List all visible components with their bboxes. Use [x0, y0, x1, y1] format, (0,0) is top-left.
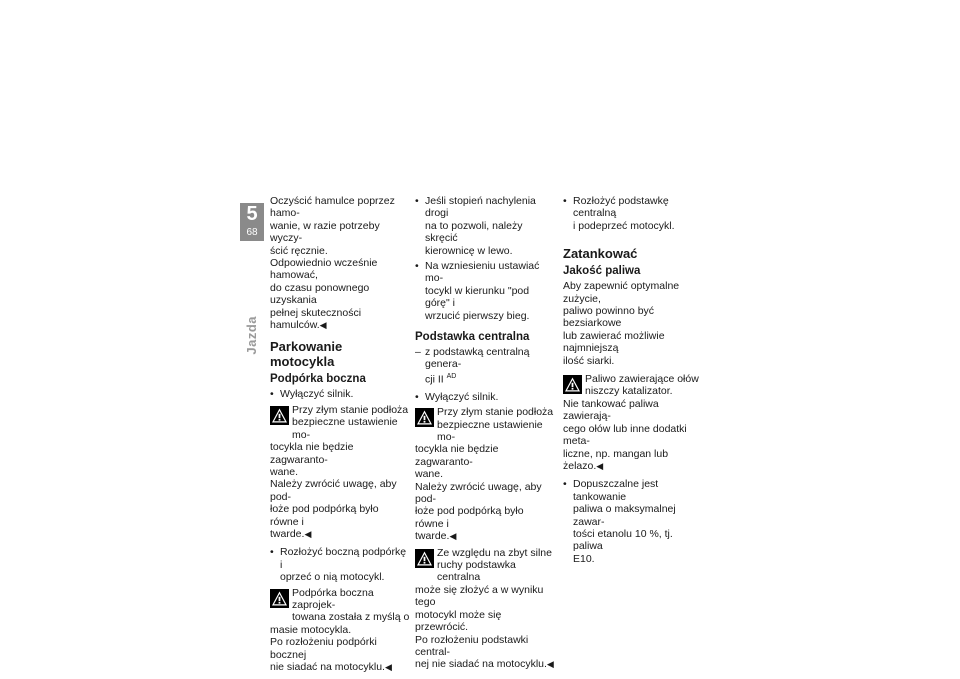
warning-block: Przy złym stanie podłoża bezpieczne ustawienie mo- tocykla nie będzie zagwaranto- wane. Należy zwrócić uwagę, aby pod- łoże pod podpórką było równe i twarde.◀ — [415, 406, 554, 543]
warning-block: Paliwo zawierające ołów niszczy katalizator. Nie tankować paliwa zawierają- cego ołów lub inne dodatki meta- liczne, np. mangan lub żelazo.◀ — [563, 373, 699, 472]
list-item: • Wyłączyć silnik. — [270, 388, 410, 400]
warning-triangle-icon — [270, 589, 289, 608]
column-3 — [563, 195, 703, 568]
list-item: • Rozłożyć boczną podpórkę i oprzeć o nią motocykl. — [270, 546, 410, 583]
heading-parking: Parkowanie motocykla — [270, 339, 343, 370]
column-2 — [415, 195, 555, 673]
warning-triangle-icon — [415, 549, 434, 568]
list-item: • Jeśli stopień nachylenia drogi na to pozwoli, należy skręcić kierownicę w lewo. — [415, 195, 555, 257]
fuel-paragraph: Aby zapewnić optymalne zużycie, paliwo powinno być bezsiarkowe lub zawierać możliwie najmniejszą ilość siarki. — [563, 280, 680, 367]
list-item: • Na wzniesieniu ustawiać mo- tocykl w kierunku "pod górę" i wrzucić pierwszy bieg. — [415, 260, 555, 322]
page-number: 68 — [246, 227, 258, 238]
warning-block: Podpórka boczna zaprojek- towana została z myślą o masie motocykla. Po rozłożeniu podpórki bocznej nie siadać na motocyklu.◀ — [270, 586, 410, 673]
end-of-section-icon: ◀ — [596, 460, 604, 471]
list-item: • Rozłożyć podstawkę centralną i podeprzeć motocykl. — [563, 195, 703, 232]
section-label: Jazda — [244, 316, 259, 355]
heading-refuel: Zatankować — [563, 246, 638, 262]
list-item: • Wyłączyć silnik. — [415, 391, 555, 403]
option-item: – z podstawką centralną genera- cji II $^{AD}$ — [415, 346, 555, 386]
column-1 — [270, 195, 410, 675]
end-of-section-icon: ◀ — [319, 320, 327, 331]
warning-block: Ze względu na zbyt silne ruchy podstawka centralna może się złożyć a w wyniku tego motocykl może się przewrócić. Po rozłożeniu podstawki central- nej nie siadać na motocyklu.◀ — [415, 546, 554, 671]
end-of-section-icon: ◀ — [546, 659, 554, 670]
end-of-section-icon: ◀ — [449, 531, 457, 542]
chapter-number: 5 — [246, 203, 258, 225]
subheading-side-stand: Podpórka boczna — [270, 373, 366, 386]
chapter-tab — [240, 203, 264, 241]
heading-center-stand: Podstawka centralna — [415, 331, 530, 344]
list-item: • Dopuszczalne jest tankowanie paliwa o maksymalnej zawar- tości etanolu 10 %, tj. paliwa E10. — [563, 478, 703, 565]
warning-block: Przy złym stanie podłoża bezpieczne ustawienie mo- tocykla nie będzie zagwaranto- wane. Należy zwrócić uwagę, aby pod- łoże pod podpórką było równe i twarde.◀ — [270, 403, 409, 540]
warning-triangle-icon — [270, 406, 289, 425]
intro-paragraph: Oczyścić hamulce poprzez hamo- wanie, w razie potrzeby wyczy- ścić ręcznie. Odpowiednio wcześnie hamować, do czasu ponownego uzyskania pełnej skuteczności hamulców.◀ — [270, 195, 395, 332]
warning-triangle-icon — [563, 375, 582, 394]
subheading-fuel-quality: Jakość paliwa — [563, 265, 641, 278]
warning-triangle-icon — [415, 408, 434, 427]
end-of-section-icon: ◀ — [304, 528, 312, 539]
end-of-section-icon: ◀ — [384, 662, 392, 672]
